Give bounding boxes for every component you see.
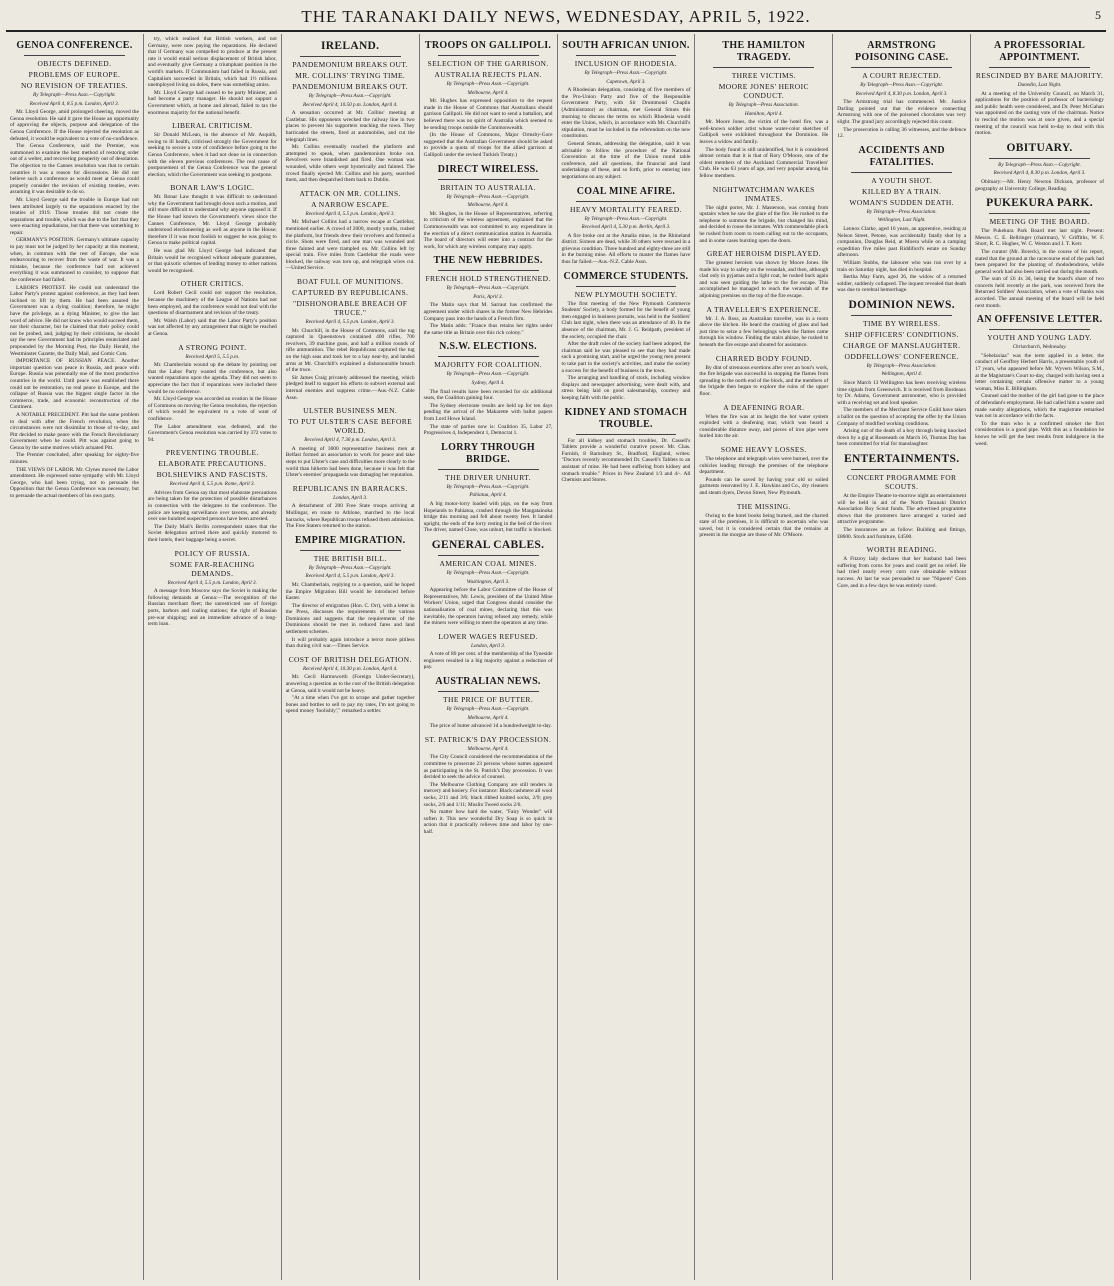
article-dateline: Received April 4, 5.30 p.m. Berlin, April 3. xyxy=(581,224,671,231)
article-paragraph: The state of parties now is: Coalition 35, Labor 27, Progressives 4, Independent 1, Democrat 1. xyxy=(423,423,553,437)
article xyxy=(424,539,553,627)
article-subhead: SELECTION OF THE GARRISON. xyxy=(427,59,549,68)
article xyxy=(699,354,828,398)
article-credit: By Telegraph—Press Assn.—Copyright. xyxy=(446,706,530,713)
article-paragraph: LABOR'S PROTEST. He could not understand the Labor Party's protest against conference, as they had been inclined to lift by them. He had been assured the Government was a dying coalition; therefore, he might have the privilege, as a dying Minister, to give the last word of advice. He did not know who would succeed them, nor their character, but he claimed that their policy could not be probed, and, judging by their criticisms, he should say the new Government had its principles enunciated and propounded by the Morning Post, the Daily Herald, the Westminster Gazette, the Daily Mail, and Comic Cuts. xyxy=(10,284,139,357)
article-paragraph: A NOTABLE PRECEDENT. Pitt had the same problem to deal with after the French revolution, when the circumstances were not dissimilar to those of to-day, and Pitt decided to make peace with the French Revolutionary Government when he could. Pitt was against going to Genoa by the same motives which actuated Pitt. xyxy=(10,411,139,451)
article-subhead: ST. PATRICK'S DAY PROCESSION. xyxy=(424,734,552,744)
headline-rule xyxy=(576,286,677,287)
article xyxy=(699,305,828,349)
article xyxy=(975,197,1104,309)
article-paragraph: The night porter, Mr. J. Masterson, was coming from upstairs when he saw the glare of the fire. He rushed to the telephone to summon the brigade, but changed his mind, and decided to rouse the inmates. With commendable pluck he rushed from room to room calling out to the occupants, and in some cases bursting open the doors. xyxy=(699,204,829,244)
article-credit: By Telegraph—Press Assn.—Copyright. xyxy=(446,371,530,378)
article-dateline: Received April 5, 5.5 p.m. xyxy=(185,353,240,360)
article-subhead: TO PUT ULSTER'S CASE BEFORE WORLD. xyxy=(288,417,413,436)
article-paragraph: THE VIEWS OF LABOR. Mr. Clynes moved the Labor amendment. He expressed some sympathy with Mr. Lloyd George, who had been trying, not to persuade the Opposition that the Genoa Conference was necessary, but to persuade the actual members of his own party. xyxy=(10,466,139,500)
article-paragraph: A meeting of 3000 representative business men at Belfast formed an association to work for peace and take steps to put Ulster's case and difficulties more clearly to the world than hitherto had been done, because it was felt that Ulster's enemies' propaganda was damaging her reputation. xyxy=(285,445,415,479)
article xyxy=(286,406,415,479)
headline-rule xyxy=(713,67,814,68)
article-dateline: Received April 4, 8.30 p.m. London, April 3. xyxy=(855,90,948,97)
article-paragraph: The insurances are as follow: Building and fittings, £8600. Stock and furniture, £4500. xyxy=(837,526,967,540)
column-6 xyxy=(695,34,833,1280)
article-headline: ACCIDENTS AND FATALITIES. xyxy=(858,144,945,168)
article-dateline: Pahiatua, April 4. xyxy=(469,492,507,499)
article-paragraph: Mr. Bonar Law thought it was difficult to understand why the Government had brought down such a motion, and still more difficult to understand why anyone opposed it. If the House had known the Government's views since the Cannes Conference, Mr. Lloyd George probably understood electioneering as well as anyone in the House; therefore if it was most foolish to suggest he was going to Genoa to make political capital. xyxy=(147,194,277,247)
article xyxy=(699,445,828,497)
article-paragraph: The body found is still unidentified, but it is considered almost certain that it is that of Rory O'Moore, one of the oldest members of the Auckland Commercial Travellers' Club. He was 63 years of age, and very popular among his fellow members. xyxy=(699,146,829,179)
article-dateline: Melbourne, April 4. xyxy=(467,89,509,96)
article-subhead: RESCINDED BY BARE MAJORITY. xyxy=(975,71,1104,80)
article-paragraph: William Stubbs, the labourer who was run over by a train on Saturday night, has died in hospital. xyxy=(837,259,967,273)
article-paragraph: The Pukekura Park Board met last night. Present: Messrs. C. E. Bellringer (chairman), V. Griffiths, W. F. Short, R. C. Hughes, W. C. Weston and J. T. Kerr. xyxy=(975,228,1104,248)
headline-rule xyxy=(438,555,539,556)
article xyxy=(837,545,966,589)
article-subhead: MAJORITY FOR COALITION. xyxy=(434,360,542,370)
article-subhead: A YOUTH SHOT. xyxy=(871,175,933,185)
article xyxy=(148,343,277,444)
column-1 xyxy=(6,34,144,1280)
column-4 xyxy=(420,34,558,1280)
article-paragraph: He was glad Mr. Lloyd George had indicated that Britain would be recognised without adequate guarantees, or that quixotic schemes of lending money to other nations would be recognised. xyxy=(147,248,277,274)
article-headline: KIDNEY AND STOMACH TROUBLE. xyxy=(564,406,688,430)
article-headline: DOMINION NEWS. xyxy=(848,298,955,311)
article xyxy=(148,183,277,274)
headline-rule xyxy=(24,55,125,56)
masthead-title: THE TARANAKI DAILY NEWS, WEDNESDAY, APRIL 5, 1922. xyxy=(301,7,811,26)
article xyxy=(562,271,691,402)
article-headline: SOUTH AFRICAN UNION. xyxy=(562,40,690,51)
article-paragraph: The Melbourne Clothing Company are still tenders in mercery and hosiery. For instance: Black cashmere all wool socks, 2/11 and 3/6; black ribbed knitted socks, 2/9; grey socks, 2/6 and 1/11; Muslin Tweed socks 2/6. xyxy=(423,781,553,808)
article-subhead: THE MISSING. xyxy=(736,501,791,511)
article xyxy=(286,535,415,650)
headline-rule xyxy=(438,691,539,692)
article xyxy=(424,632,553,671)
article-credit: By Telegraph—Press Association. xyxy=(728,102,799,108)
article-paragraph: A Fitzroy lady declares that her husband had been suffering from corns for years and could get no relief. He had tried nearly every corn cure obtainable without success. At last he was persuaded to use "Nipsem" Corn Cure, and in a few days he was entirely cured. xyxy=(837,556,967,589)
article-paragraph: The Labor amendment was defeated, and the Government's Genoa resolution was carried by 372 votes to 94. xyxy=(147,423,277,443)
article-headline: EMPIRE MIGRATION. xyxy=(294,534,406,546)
article-paragraph: The sum of £6 4s 3d, being the board's share of two concerts held recently at the park, was received from the Returned Soldiers' Association, when a vote of thanks was accorded. The annual meeting of the board will be held next month. xyxy=(975,276,1104,309)
article-credit: By Telegraph—Press Assn.—Copyright. xyxy=(584,70,668,76)
article-paragraph: A message from Moscow says the Soviet is making the following demands at Genoa:—The recognition of the Russian merchant fleet; the unrestricted use of foreign ports, harbors and coaling stations; the right of Russian pre-war shipping; and an immediate advance of a long-term loan. xyxy=(147,588,277,628)
article-dateline: Received April 4, 5.5 p.m. London, April 3. xyxy=(305,573,395,580)
article-subhead: LOWER WAGES REFUSED. xyxy=(438,631,538,641)
article-dateline: Sydney, April 4. xyxy=(471,380,505,387)
column-3 xyxy=(282,34,420,1280)
article-subhead: WORTH READING. xyxy=(866,545,937,555)
article-paragraph: Mr. Michael Collins had a narrow escape at Castlebar, mentioned earlier. A crowd of 2000, mostly youths, rushed the platform, but friends drew their revolvers and formed a circle. Shots were fired, and one man was wounded and three fainted and were trampled on. Mr. Collins left by special train. Five miles from Castlebar the roads were blocked, the railway was torn up, and telegraph wires cut.—United Service. xyxy=(285,219,415,272)
article-dateline: Wellington, April 4. xyxy=(881,371,922,378)
article-paragraph: (In the House of Commons, Major Ormsby-Gore suggested that the Australian Government should be asked to provide a quota of troops for the allied garrison at Gallipoli under the revised Turkish Treaty.) xyxy=(423,132,553,158)
article-paragraph: A big motor-lorry loaded with pigs, on the way from Hopelands to Pahiatua, crashed through the Mangatainoka bridge this morning and fell about twenty feet. It landed upright, the ends of the lorry resting in the bed of the river. The driver, named Close, was unhurt, but traffic is blocked. xyxy=(423,500,553,534)
article xyxy=(148,549,277,628)
article-credit: By Telegraph—Press Assn.—Copyright. xyxy=(446,193,530,200)
article-subhead: BOAT FULL OF MUNITIONS. xyxy=(297,277,404,287)
article-subhead: THE BRITISH BILL. xyxy=(313,553,387,563)
article-dateline: Melbourne, April 4. xyxy=(467,714,509,721)
headline-rule xyxy=(438,270,539,271)
article-paragraph: Appearing before the Labor Committee of the House of Representatives, Mr. Lewis, president of the United Mine Workers' Union, urged that Congress should consider the nationalisation of coal mines, declaring that this was inevitable, the operators having refused any remedy, while the miners were willing to meet the operators at any time. xyxy=(423,587,553,627)
article-credit: By Telegraph—Press Association. xyxy=(866,208,937,215)
headline-rule xyxy=(851,172,952,173)
article-subhead: NEW PLYMOUTH SOCIETY. xyxy=(574,289,678,299)
headline-rule xyxy=(576,434,677,435)
article-subhead: TIME BY WIRELESS. xyxy=(862,318,941,328)
masthead xyxy=(6,4,1106,32)
article-subhead: CHARGE OF MANSLAUGHTER. xyxy=(843,340,961,350)
page-number: 5 xyxy=(1095,8,1102,22)
article-paragraph: A detachment of 200 Free State troops arriving at Mullingar, en route to Athlone, marched to the local barracks, where Republican troops refused them admission. The Free Staters returned to the station. xyxy=(285,503,415,530)
article-paragraph: Mr. Walsh (Labor) said that the Labor Party's position was not affected by any arrangement that might be reached at Genoa. xyxy=(147,317,277,337)
article-paragraph: The greatest heroism was shown by Moore Jones. He made his way to safety on the verandah, and then, although clad only in pyjamas and a light coat, he rushed back again and was seen guiding the lathe to the fire escape. This accomplished he managed to reach the verandah of the adjoining premises on the top of the fire escape. xyxy=(699,260,829,300)
article-paragraph: Mr. Cecil Harmsworth (Foreign Under-Secretary), answering a question as to the cost of the British delegation at Genoa, said it would not be heavy. xyxy=(285,674,415,694)
article-paragraph: The director of emigration (Hon. C. Orr), with a letter in the Press, discusses the requirements of the various Dominions and suggests that the requirements of the Dominions should be met in reduced fares and land settlement schemes. xyxy=(285,602,415,636)
article-subhead: ODDFELLOWS' CONFERENCE. xyxy=(844,351,959,361)
article-headline: LORRY THROUGH BRIDGE. xyxy=(441,441,535,465)
article-paragraph: To the man who is a confirmed smoker the first consideration is a good pipe. With this as a foundation he knows he will get the best results from indulgence in the weed. xyxy=(975,420,1104,447)
article-headline: ENTERTAINMENTS. xyxy=(843,453,960,465)
article-paragraph: Mr. J. A. Ross, an Australian traveller, was in a room above the kitchen. He heard the crashing of glass and had just time to seize a few belongings when the flames came through his window. Finding the stairs ablaze, he rushed to beneath the fire escape and shouted for assistance. xyxy=(699,315,829,349)
article-paragraph: For all kidney and stomach troubles, Dr. Cassell's Tablets provide a wonderful curative power. Mr. Chas. Furnish, 8 Barnsbury St., Bradford, England, writes: "Doctors recently recommended Dr. Cassell's Tablets to an assistant of mine. He had been suffering from kidney and stomach trouble." Prices in New Zealand 1/3 and 4/-. All Chemists and Stores. xyxy=(561,437,691,484)
article-paragraph: IMPORTANCE OF RUSSIAN PEACE. Another important question was peace in Russia, and peace with Europe. Russia was potentially one of the most productive countries in the world. Until peace was established there could not be restoration, no real peace in Europe, and the collapse of Russia was the biggest single factor in the commerce, trade, and economic reconstruction of the Continent. xyxy=(10,358,139,411)
article xyxy=(562,40,691,181)
article xyxy=(837,453,966,540)
article-subhead: WOMAN'S SUDDEN DEATH. xyxy=(849,197,954,207)
article-paragraph: Mr. Lloyd George was accorded an ovation in the House of Commons on moving the Genoa resolution, the rejection of which would be equivalent to a vote of want of confidence. xyxy=(147,396,277,422)
article-paragraph: Lennox Clarke, aged 16 years, an apprentice, residing at Nelson Street, Petone, was accidentally fatally shot by a companion, Douglas Reid, at Moera while on a camping expedition five miles past Riddiford's estate on Sunday afternoon. xyxy=(837,225,967,259)
column-7 xyxy=(833,34,971,1280)
article-dateline: London, April 3. xyxy=(470,642,506,649)
article xyxy=(148,121,277,178)
article-paragraph: "Sebelaxiaa" was the term applied in a letter, the conduct of Geoffrey Herbert Harris, a presentable youth of 17 years, who appeared before Mr. Wyvern Wilson, S.M., at the Magistrate's Court to-day, charged with having sent a letter containing certain offensive matter to a young woman, Miss E. Billingham. xyxy=(975,352,1104,392)
article-paragraph: It will probably again introduce a terror more pitiless than during civil war.—Times Service. xyxy=(285,636,415,650)
article-headline: COMMERCE STUDENTS. xyxy=(563,270,689,282)
article-paragraph: Arising out of the death of a boy through being knocked down by a gig at Roseneath on March 16, Thomas Day has been committed for trial for manslaughter. xyxy=(837,428,967,448)
article-paragraph: The Genoa Conference, said the Premier, was summoned to examine the best method of restoring order out of a welter, and recovering prosperity out of desolation. The objection to the Cannes resolution was that to certain countries it was a reason for discussions. He did not believe such a conference as would meet at Genoa could properly consider the revision of existing treaties, even assuming it was desirable to do so. xyxy=(10,143,139,196)
article-paragraph: Obituary:—Mr. Henry Newton Dickson, professor of geography at University College, Reading. xyxy=(975,178,1104,192)
headline-rule xyxy=(438,356,539,357)
article-credit: By Telegraph—Press Assn.—Copyright. xyxy=(446,285,530,292)
article-paragraph: Mr. Lloyd George said the trouble in Europe had not been attributed largely to the separations enacted by the treaties of 1919. Those treaties did not create the separations and trouble, which was due to the fact that they were enacting repudiations, but that there was something to repair. xyxy=(10,196,139,236)
article-paragraph: The Sydney electorate results are held up for ten days pending the arrival of the Makarette with ballot papers from Lord Howe Island. xyxy=(423,402,553,422)
article-paragraph: Owing to the hotel books being burned, and the charred state of the premises, it is difficult to ascertain who was saved, but it is considered certain that the remains at present in the morgue are those of Mr. O'Moore. xyxy=(699,512,829,539)
article xyxy=(699,403,828,440)
article-subhead: AMERICAN COAL MINES. xyxy=(439,558,537,568)
article-subhead: A STRONG POINT. xyxy=(178,342,247,352)
article xyxy=(562,407,691,484)
article-paragraph: Pounds can be saved by having your old or soiled garments renovated by J. E. Hawkins and Co., dry cleaners and steam dyers, Devon Street, New Plymouth. xyxy=(699,476,829,496)
article-dateline: Washington, April 3. xyxy=(466,578,510,585)
article-paragraph: No matter how hard the water, "Fairy Wonder" will soften it. This new wonderful Dry Soap is so quick in action that it practically relieves time and labor by one-half. xyxy=(423,809,553,835)
article-headline: COAL MINE AFIRE. xyxy=(576,185,676,197)
article-headline: A PROFESSORIAL APPOINTMENT. xyxy=(993,40,1086,63)
article-credit: By Telegraph—Press Association. xyxy=(866,362,937,369)
article-credit: By Telegraph—Press Assn.—Copyright. xyxy=(584,215,668,222)
article-paragraph: Lord Robert Cecil could not support the resolution, because the machinery of the League of Nations had not been employed, and the conference would not deal with the questions of disarmament and revision of the treaty. xyxy=(147,290,277,317)
article-paragraph: GERMANY'S POSITION. Germany's ultimate capacity to pay must not be judged by her capacity at this moment, when, in common with the rest of Europe, she was endeavouring to recover from the waste of war. It was a mistake, because the conference had not achieved everything it was summoned to consider, to suppose that the conference had failed. xyxy=(10,237,139,284)
article xyxy=(699,249,828,300)
article xyxy=(975,314,1104,447)
article xyxy=(148,448,277,543)
article-subhead: THE DRIVER UNHURT. xyxy=(445,472,531,482)
article-dateline: Received April 4, 5.5 p.m. London, April 3. xyxy=(305,319,395,326)
article-headline: IRELAND. xyxy=(321,40,380,52)
article xyxy=(286,484,415,530)
article-subhead: HEAVY MORTALITY FEARED. xyxy=(570,204,682,214)
article-paragraph: The final results have been recorded for six additional seats, the Coalition gaining four. xyxy=(423,388,553,402)
article-subhead: CHARRED BODY FOUND. xyxy=(715,353,812,363)
article-headline: THE NEW HEBRIDES. xyxy=(433,255,543,267)
article-paragraph: The Matin says that M. Sarraut has confirmed the agreement under which shares in the former New Hebrides Company pass into the hands of a French firm. xyxy=(423,302,553,322)
article-subhead: OBJECTS DEFINED. xyxy=(37,59,112,68)
article-paragraph: The Matin adds: "France thus retains her rights under the same title as Britain over this rich colony." xyxy=(423,323,553,336)
article-subhead: BOLSHEVIKS AND FASCISTS. xyxy=(156,470,268,480)
article-paragraph: A fire broke out at the Amalia mine, in the Rhineland district. Sixteen are dead, while 30 others were rescued in a grievous condition. Three hundred and eighty-three are still in the burning mine. All efforts to master the flames have thus far failed.—Aus.-N.Z. Cable Assn. xyxy=(561,232,691,266)
article-paragraph: At a meeting of the University Council, on March 31, applications for the position of professor of bacteriology and public health were considered, and Dr. Peter McGahan was appointed on the casting vote of the chairman. Notice to rescind the motion was at once given, and a special meeting of the council was held to-day to deal with this motion. xyxy=(975,90,1104,137)
article-dateline: Christchurch, Wednesday. xyxy=(1012,344,1067,351)
article-dateline: Received April 4, 10.30 p.m. London, April 4. xyxy=(302,665,398,672)
article-dateline: London, April 3. xyxy=(333,494,368,501)
headline-rule xyxy=(851,315,952,316)
article-dateline: Received April 4, 7.30 p.m. London, April 3. xyxy=(304,437,397,444)
article-paragraph: A sensation occurred at Mr. Collins' meeting at Castlebar. His opponents wrecked the railway line in two places to prevent his supporters reaching the town. They barricaded the streets, fired at automobiles, and cut the telegraph lines. xyxy=(285,110,415,143)
article-subhead: COST OF BRITISH DELEGATION. xyxy=(288,654,412,664)
headline-rule xyxy=(438,179,539,180)
article-dateline: Received April 4, 8.30 p.m. London, April 3. xyxy=(993,170,1086,177)
article xyxy=(837,40,966,140)
article-paragraph: Mr. Churchill, in the House of Commons, said the tug captured in Queenstown contained 400 rifles, 700 revolvers, 39 machine guns, and half a million rounds of rifle ammunition. The rebel Republicans captured the tug on the high seas and took her to a bay near-by, and landed arms at Mr. Churchill's explained a dishonourable breach of the truce. xyxy=(285,327,415,374)
article-subhead: PROBLEMS OF EUROPE. xyxy=(28,70,121,79)
article-dateline: Paris, April 3. xyxy=(473,293,503,300)
article xyxy=(424,676,553,730)
article-paragraph: Mr. Hughes, in the House of Representatives, referring to criticism of the wireless agreement, explained that the Commonwealth was not committed to any expenditure in the erection of a direct communication station in Australia. The board of directors will enter into a contract for the work, for which any wireless company may apply. xyxy=(423,210,553,250)
headline-rule xyxy=(851,469,952,470)
article-paragraph: At the Empire Theatre to-morrow night an entertainment will be held in aid of the North Taranaki District Association Boy Scout funds. The advertised programme shows that the promoters have arranged a varied and attractive programme. xyxy=(837,493,967,526)
headline-rule xyxy=(300,56,401,57)
headline-rule xyxy=(989,213,1090,214)
article-headline: DIRECT WIRELESS. xyxy=(437,163,539,175)
article-paragraph: The Premier concluded, after speaking for eighty-five minutes. xyxy=(10,452,139,466)
article-paragraph: Advices from Genoa say that most elaborate precautions are being taken for the protection of possible disturbances in connection with the delegates to the conference. The police are keeping surveillance over taverns, and already over one hundred suspected persons have been arrested. xyxy=(147,489,277,523)
article-paragraph: The Armstrong trial has commenced. Mr. Justice Darling pointed out that the evidence connecting Armstrong with one of the poisoned chocolates was very slight. The grand jury accordingly rejected this count. xyxy=(837,99,967,125)
article-headline: THE HAMILTON TRAGEDY. xyxy=(722,40,806,63)
article-subhead: THREE VICTIMS. xyxy=(731,71,796,80)
article-paragraph: General Smuts, addressing the delegation, said it was advisable to follow the procedure of the National Convention at the time of the Union round table conference, and all questions, the financial and land undertakings of these, and so forth, prior to entering into negotiations on any subject. xyxy=(561,140,691,180)
article xyxy=(424,442,553,534)
article-subhead: MEETING OF THE BOARD. xyxy=(989,217,1090,227)
column-2 xyxy=(144,34,282,1280)
article-subhead: KILLED BY A TRAIN. xyxy=(862,186,942,196)
article-paragraph: The members of the Merchant Service Guild have taken a ballot on the question of accepting the offer by the Union Company of modified working conditions. xyxy=(837,407,967,427)
article-paragraph: A Rhodesian delegation, consisting of five members of the Pro-Union Party and five of the Responsible Government Party, with Sir Drummond Chaplin (Administrator) as chairman, met General Smuts this morning to discuss the terms on which Rhodesia would enter the Union, which, in accordance with Mr. Churchill's stipulation, must be included in the referendum on the new constitution. xyxy=(561,87,691,140)
article-credit: By Telegraph—Press Assn.—Copyright. xyxy=(446,81,530,87)
article-credit: By Telegraph—Press Assn.—Copyright. xyxy=(998,161,1081,168)
article-subhead: MOORE JONES' HEROIC CONDUCT. xyxy=(718,82,809,100)
headline-rule xyxy=(300,550,401,551)
article-paragraph: Counsel said the mother of the girl had gone to the place of defendant's employment. He had called him a waster and made sundry allegations, which the magistrate remarked was not in accordance with the facts. xyxy=(975,393,1104,420)
article-subhead: NIGHTWATCHMAN WAKES INMATES. xyxy=(712,184,815,203)
headline-rule xyxy=(989,67,1090,68)
article xyxy=(424,164,553,251)
article xyxy=(286,40,415,184)
article xyxy=(286,189,415,272)
article-credit: By Telegraph—Press Assn.—Copyright. xyxy=(308,93,392,99)
article-paragraph: The prosecution is calling 36 witnesses, and the defence 12. xyxy=(837,126,967,140)
article-dateline: Capetown, April 3. xyxy=(606,78,646,85)
article xyxy=(286,277,415,401)
article xyxy=(837,299,966,448)
article-credit: By Telegraph—Press Assn.—Copyright. xyxy=(33,92,116,98)
article-subhead: SOME HEAVY LOSSES. xyxy=(720,444,807,454)
article-paragraph: "At a time when I've got to scrape and gather together bones and bottles to sell to pay my rates, I'm not going to spend money 'foolishly'," remarked a settler. xyxy=(285,695,415,715)
headline-rule xyxy=(851,67,952,68)
article-paragraph: Mr. Moore Jones, the victim of the hotel fire, was a well-known soldier artist whose water-color sketches of Gallipoli were exhibited throughout the Dominion. He leaves a widow and family. xyxy=(699,119,829,145)
article xyxy=(424,255,553,336)
article-paragraph: The curator (Mr. Boreck), in the course of his report, stated that the ground at the racecourse end of the park had been prepared for the planting of rhododendrons, while general work had also been carried out during the month. xyxy=(975,248,1104,275)
article-paragraph: try, which realised that British workers, and not Germany, were now paying the reparations. He declared that if Germany was compelled to produce at the present rate it would entail serious displacement of British labor, and eventually give Germany a triumphant position in the world's markets. If Communism had failed in Russia, and Capitalism succeeded in Britain, which had 1½ millions unemployed living on doles, there was something amiss. xyxy=(147,36,277,89)
article-subhead: PREVENTING TROUBLE. xyxy=(165,448,259,458)
column-8 xyxy=(971,34,1108,1280)
article-subhead: ELABORATE PRECAUTIONS. xyxy=(158,459,267,469)
article-paragraph: The City Council considered the recommendation of the committee to prosecute 23 persons whose names appeared as participating in the St. Patrick's Day procession. It was decided to seek the advice of counsel. xyxy=(423,754,553,781)
article-dateline: Hamilton, April 4. xyxy=(744,110,783,117)
headline-rule xyxy=(438,469,539,470)
article xyxy=(562,186,691,266)
article-subhead: OTHER CRITICS. xyxy=(180,279,244,289)
article-credit: By Telegraph—Press Assn.—Copyright. xyxy=(860,82,944,88)
article-subhead: "DISHONORABLE BREACH OF TRUCE." xyxy=(293,299,408,318)
article-dateline: Wellington, Last Night. xyxy=(877,217,926,224)
article-subhead: BONAR LAW'S LOGIC. xyxy=(170,183,255,193)
article xyxy=(975,40,1104,137)
article-subhead: ATTACK ON MR. COLLINS. xyxy=(299,188,401,198)
article-paragraph: Mr. Hughes has expressed opposition to the request made in the House of Commons that Australians should garrison Gallipoli. He did not want to send a battalion, and believed there was no spirit of Australia which seemed to be sending troops outside the Commonwealth. xyxy=(423,98,553,131)
article-headline: OBITUARY. xyxy=(1006,141,1073,154)
article-headline: N.S.W. ELECTIONS. xyxy=(439,341,537,353)
article-paragraph: After the draft rules of the society had been adopted, the chairman said he was pleased to see that they had made such a promising start, and he urged the young men present to take part in the society's activities, and make the society a success for the benefit of business in the town. xyxy=(561,341,691,374)
article-subhead: LIBERAL CRITICISM. xyxy=(172,121,253,131)
article-subhead: A NARROW ESCAPE. xyxy=(311,199,390,209)
article-dateline: Received April 4, 5.5 p.m. London, April 3. xyxy=(167,579,257,586)
article-dateline: Received April 4, 5.5 p.m. London, April 3. xyxy=(305,210,395,217)
article-paragraph: Bertha May Farm, aged 26, the widow of a returned soldier, suddenly collapsed. The inquest revealed that death was due to cerebral hemorrhage. xyxy=(837,274,967,294)
article-subhead: A TRAVELLER'S EXPERIENCE. xyxy=(706,304,822,314)
column-5 xyxy=(558,34,696,1280)
article-headline: AUSTRALIAN NEWS. xyxy=(435,676,541,688)
headline-rule xyxy=(576,201,677,202)
article-subhead: AUSTRALIA REJECTS PLAN. xyxy=(434,70,542,79)
article-subhead: INCLUSION OF RHODESIA. xyxy=(574,59,678,68)
article-paragraph: Mr. Chamberlain, replying to a question, said he hoped the Empire Migration Bill would be introduced before Easter. xyxy=(285,581,415,602)
article xyxy=(424,735,553,836)
headline-rule xyxy=(438,55,539,56)
article-subhead: MR. COLLINS' TRYING TIME. xyxy=(295,71,406,80)
article-paragraph: When the fire was at its height the hot water system exploded with a deafening roar, which was heard a considerable distance away, and pieces of iron pipe were hurled into the air. xyxy=(699,413,829,440)
article xyxy=(286,655,415,715)
columns-container xyxy=(6,34,1108,1280)
article-dateline: Dunedin, Last Night. xyxy=(1017,82,1062,88)
article-paragraph: The first meeting of the New Plymouth Commerce Students' Society, a body formed for the benefit of young men engaged in business pursuits, was held in the Soldiers' Club last night, when there was an attendance of 40. In the absence of the chairman, Mr. J. G. Reidpath, president of the society, occupied the chair. xyxy=(561,300,691,340)
article-subhead: FRENCH HOLD STRENGTHENED. xyxy=(425,274,551,284)
article-headline: ARMSTRONG POISONING CASE. xyxy=(854,40,949,63)
article-dateline: Melbourne, April 4. xyxy=(467,202,509,209)
article xyxy=(424,40,553,159)
article-subhead: ULSTER BUSINESS MEN. xyxy=(303,406,398,416)
article-paragraph: By dint of strenuous exertions after over an hour's work, the fire brigade was successful in stopping the flames from spreading to the north end of the block, and the members of the brigade then began to explore the ruins of the upper floor. xyxy=(699,364,829,397)
article-subhead: BRITAIN TO AUSTRALIA. xyxy=(440,182,536,192)
article xyxy=(148,36,277,116)
article-subhead: POLICY OF RUSSIA. xyxy=(174,548,251,558)
article xyxy=(148,279,277,337)
article-paragraph: Mr. Lloyd George, amid prolonged cheering, moved the Genoa resolution. He said it gave the House an opportunity of approving the objects, purpose and delegation of the Genoa Conference. If the House rejected the resolution as defeated, it would be equivalent to a vote of no-confidence. xyxy=(10,109,139,142)
article xyxy=(837,145,966,294)
article-paragraph: Mr. Lloyd George had ceased to be party Minister, and had become a party manager. He should not support a Government which, at home and abroad, failed to tax the enormous majority for the national benefit. xyxy=(147,89,277,116)
article-subhead: PANDEMONIUM BREAKS OUT. xyxy=(292,82,409,91)
article-subhead: CAPTURED BY REPUBLICANS. xyxy=(292,288,409,298)
headline-rule xyxy=(989,329,1090,330)
article-dateline: Melbourne, April 4. xyxy=(467,745,509,752)
article-subhead: SOME FAR-REACHING DEMANDS. xyxy=(169,559,255,578)
article-subhead: REPUBLICANS IN BARRACKS. xyxy=(292,483,408,493)
article-credit: By Telegraph—Press Assn.—Copyright. xyxy=(446,483,530,490)
article-credit: By Telegraph—Press Assn.—Copyright. xyxy=(308,564,392,571)
article-paragraph: Sir James Craig privately addressed the meeting, which pledged itself to support his efforts to subvert external and internal enemies and suppress crime.—Aus.-N.Z. Cable Assn. xyxy=(285,374,415,401)
article xyxy=(699,185,828,245)
article-headline: TROOPS ON GALLIPOLI. xyxy=(424,40,552,51)
article-paragraph: The price of butter advanced 1d a hundredweight to-day. xyxy=(429,723,552,730)
article-headline: GENERAL CABLES. xyxy=(431,538,545,551)
article-paragraph: Sir Donald McLean, in the absence of Mr. Asquith, owing to ill health, criticised strongly the Government for seeking to secure a vote of confidence before going to the Genoa Conference, when it had not done so in connection with the eleven previous conferences. The real cause of postponement of the Genoa Conference was the general election, which the Government was seeking to postpone. xyxy=(147,132,277,178)
article-headline: AN OFFENSIVE LETTER. xyxy=(976,314,1103,326)
article-subhead: A COURT REJECTED. xyxy=(862,71,942,80)
article-paragraph: Mr. Collins eventually reached the platform and attempted to speak, when pandemonium broke out. Revolvers were brandished and fired. One woman was wounded, while others wept hysterically and fainted. The crowd finally ejected Mr. Collins and his party, searched them, and then despatched them back to Dublin. xyxy=(285,144,415,184)
article-subhead: THE PRICE OF BUTTER. xyxy=(443,695,534,705)
article xyxy=(424,341,553,436)
article xyxy=(10,40,139,500)
article-dateline: Received April 4, 5.5 p.m. Rome, April 3. xyxy=(169,481,255,488)
article xyxy=(975,142,1104,192)
article-subhead: CONCERT PROGRAMME FOR SCOUTS. xyxy=(846,473,957,491)
article-subhead: SHIP OFFICERS' CONDITIONS. xyxy=(844,329,959,339)
article-dateline: Received April 4, 8.5 p.m. London, April 3. xyxy=(29,100,120,107)
article xyxy=(699,502,828,539)
headline-rule xyxy=(576,55,677,56)
article-headline: GENOA CONFERENCE. xyxy=(16,40,133,51)
article-dateline: Received April 4, 10.50 p.m. London, April 4. xyxy=(302,101,398,108)
article-paragraph: The Daily Mail's Berlin correspondent states that the Soviet delegation arrived there and quickly motored to their hotels, their baggage being a secret. xyxy=(147,523,277,544)
article-subhead: A DEAFENING ROAR. xyxy=(723,402,805,412)
article-subhead: GREAT HEROISM DISPLAYED. xyxy=(706,249,821,259)
article-credit: By Telegraph—Press Assn.—Copyright. xyxy=(446,569,530,576)
article-paragraph: The arranging and handling of stock, including window displays and newspaper advertising, were dealt with, and stress being laid on good salesmanship, courtesy and keeping faith with the public. xyxy=(561,375,691,401)
article-headline: PUKEKURA PARK. xyxy=(986,197,1093,210)
article-subhead: NO REVISION OF TREATIES. xyxy=(20,81,128,90)
article-paragraph: Mr. Chamberlain wound up the debate by pointing out that the Labor Party wanted the conference, but also wanted reparations upon the agenda. They did not seem to appreciate the fact that if reparations were included there would be no conference. xyxy=(147,362,277,395)
article-paragraph: Since March 13 Wellington has been receiving wireless time signals from Greenwich. It is received from Bordeaux by Dr. Adams, Government astronomer, who is provided with a receiving set and loud speaker. xyxy=(837,380,967,406)
article xyxy=(699,40,828,180)
article-subhead: YOUTH AND YOUNG LADY. xyxy=(987,333,1092,343)
headline-rule xyxy=(989,158,1090,159)
article-paragraph: The telephone and telegraph wires were burned, over the cubicles leading through the premises of the telephone department. xyxy=(699,455,829,476)
article-paragraph: A vote of 80 per cent. of the membership of the Tyneside engineers resulted in a big majority against a reduction of pay. xyxy=(423,651,553,671)
article-subhead: PANDEMONIUM BREAKS OUT. xyxy=(292,60,409,69)
